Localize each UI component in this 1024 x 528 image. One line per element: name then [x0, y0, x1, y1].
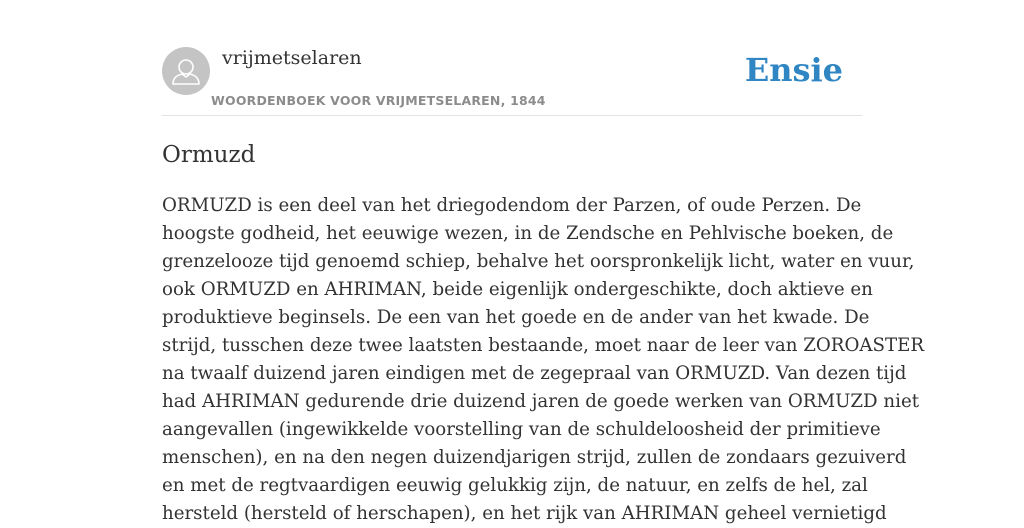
body-line: produktieve beginsels. De een van het goede en de ander van het kwade. De — [162, 307, 870, 328]
entry-header — [162, 46, 862, 116]
author-name[interactable]: vrijmetselaren — [222, 47, 362, 69]
body-line: hersteld (hersteld of herschapen), en het rijk van AHRIMAN geheel vernietigd — [162, 503, 887, 524]
body-line: hoogste godheid, het eeuwige wezen, in de Zendsche en Pehlvische boeken, de — [162, 223, 894, 244]
source-label[interactable]: WOORDENBOEK VOOR VRIJMETSELAREN, 1844 — [211, 93, 546, 108]
body-line: en met de regtvaardigen eeuwig gelukkig zijn, de natuur, en zelfs de hel, zal — [162, 475, 868, 496]
body-line: menschen), en na den negen duizendjarigen strijd, zullen de zondaars gezuiverd — [162, 447, 907, 468]
person-outline-icon — [162, 47, 210, 95]
body-line: had AHRIMAN gedurende drie duizend jaren de goede werken van ORMUZD niet — [162, 391, 920, 412]
body-line: na twaalf duizend jaren eindigen met de zegepraal van ORMUZD. Van dezen tijd — [162, 363, 907, 384]
body-line: aangevallen (ingewikkelde voorstelling van de schuldeloosheid der primitieve — [162, 419, 881, 440]
entry-title: Ormuzd — [162, 142, 256, 168]
user-avatar-icon[interactable] — [162, 47, 210, 95]
body-line: ORMUZD is een deel van het driegodendom der Parzen, of oude Perzen. De — [162, 195, 862, 216]
body-line: strijd, tusschen deze twee laatsten bestaande, moet naar de leer van ZOROASTER — [162, 335, 925, 356]
entry-body — [162, 192, 925, 528]
ensie-logo[interactable]: Ensie — [744, 51, 843, 89]
body-line: ook ORMUZD en AHRIMAN, beide eigenlijk ondergeschikte, doch aktieve en — [162, 279, 873, 300]
body-line: grenzelooze tijd genoemd schiep, behalve het oorspronkelijk licht, water en vuur, — [162, 251, 915, 272]
